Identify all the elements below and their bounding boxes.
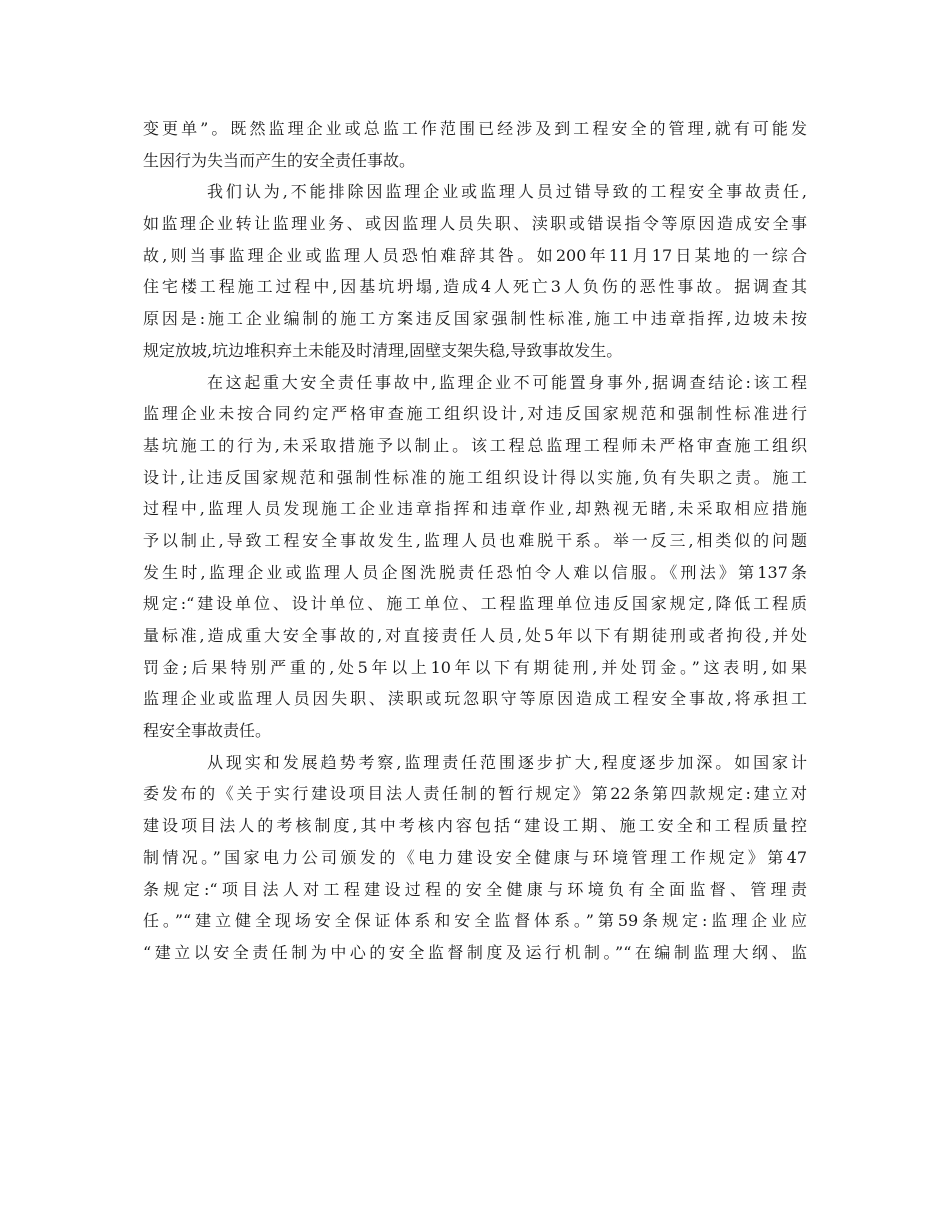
text-line: 制情况。”国家电力公司颁发的《电力建设安全健康与环境管理工作规定》第47 (143, 847, 807, 867)
text-line: 在这起重大安全责任事故中,监理企业不可能置身事外,据调查结论:该工程 (207, 372, 807, 392)
paragraph (143, 367, 807, 747)
paragraph (143, 113, 807, 176)
text-line: 委发布的《关于实行建设项目法人责任制的暂行规定》第22条第四款规定:建立对 (143, 784, 807, 804)
text-line: 规定:“建设单位、设计单位、施工单位、工程监理单位违反国家规定,降低工程质 (143, 594, 807, 614)
text-line: 过程中,监理人员发现施工企业违章指挥和违章作业,却熟视无睹,未采取相应措施 (143, 499, 807, 519)
text-line: 原因是:施工企业编制的施工方案违反国家强制性标准,施工中违章指挥,边坡未按 (143, 309, 807, 329)
text-line: 予以制止,导致工程安全事故发生,监理人员也难脱干系。举一反三,相类似的问题 (143, 530, 807, 550)
text-line: 住宅楼工程施工过程中,因基坑坍塌,造成4人死亡3人负伤的恶性事故。据调查其 (143, 277, 807, 297)
text-line: 监理企业或监理人员因失职、渎职或玩忽职守等原因造成工程安全事故,将承担工 (143, 689, 807, 709)
text-line: 建设项目法人的考核制度,其中考核内容包括“建设工期、施工安全和工程质量控 (143, 816, 807, 836)
text-line: 从现实和发展趋势考察,监理责任范围逐步扩大,程度逐步加深。如国家计 (207, 752, 807, 772)
text-line: 量标准,造成重大安全事故的,对直接责任人员,处5年以下有期徒刑或者拘役,并处 (143, 626, 807, 645)
text-line: 故,则当事监理企业或监理人员恐怕难辞其咎。如200年11月17日某地的一综合 (143, 245, 807, 265)
text-line: 罚金;后果特别严重的,处5年以上10年以下有期徒刑,并处罚金。”这表明,如果 (143, 657, 807, 677)
text-line: 如监理企业转让监理业务、或因监理人员失职、渎职或错误指令等原因造成安全事 (143, 214, 807, 234)
text-line: 规定放坡,坑边堆积弃土未能及时清理,固壁支架失稳,导致事故发生。 (143, 340, 623, 360)
text-line: 基坑施工的行为,未采取措施予以制止。该工程总监理工程师未严格审查施工组织 (143, 435, 807, 455)
text-line: 程安全事故责任。 (143, 721, 272, 741)
text-line: 变更单”。既然监理企业或总监工作范围已经涉及到工程安全的管理,就有可能发 (143, 119, 807, 138)
text-line: 任。”“建立健全现场安全保证体系和安全监督体系。”第59条规定:监理企业应 (143, 911, 807, 931)
paragraph (143, 747, 807, 969)
document-body (143, 113, 807, 969)
text-line: 我们认为,不能排除因监理企业或监理人员过错导致的工程安全事故责任, (207, 182, 807, 202)
text-line: “建立以安全责任制为中心的安全监督制度及运行机制。”“在编制监理大纲、监 (143, 942, 807, 962)
text-line: 条规定:“项目法人对工程建设过程的安全健康与环境负有全面监督、管理责 (143, 879, 807, 899)
text-line: 监理企业未按合同约定严格审查施工组织设计,对违反国家规范和强制性标准进行 (143, 404, 807, 424)
text-line: 设计,让违反国家规范和强制性标准的施工组织设计得以实施,负有失职之责。施工 (143, 467, 807, 487)
text-line: 生因行为失当而产生的安全责任事故。 (143, 150, 416, 170)
text-line: 发生时,监理企业或监理人员企图洗脱责任恐怕令人难以信服。《刑法》第137条 (143, 562, 807, 582)
paragraph (143, 176, 807, 366)
